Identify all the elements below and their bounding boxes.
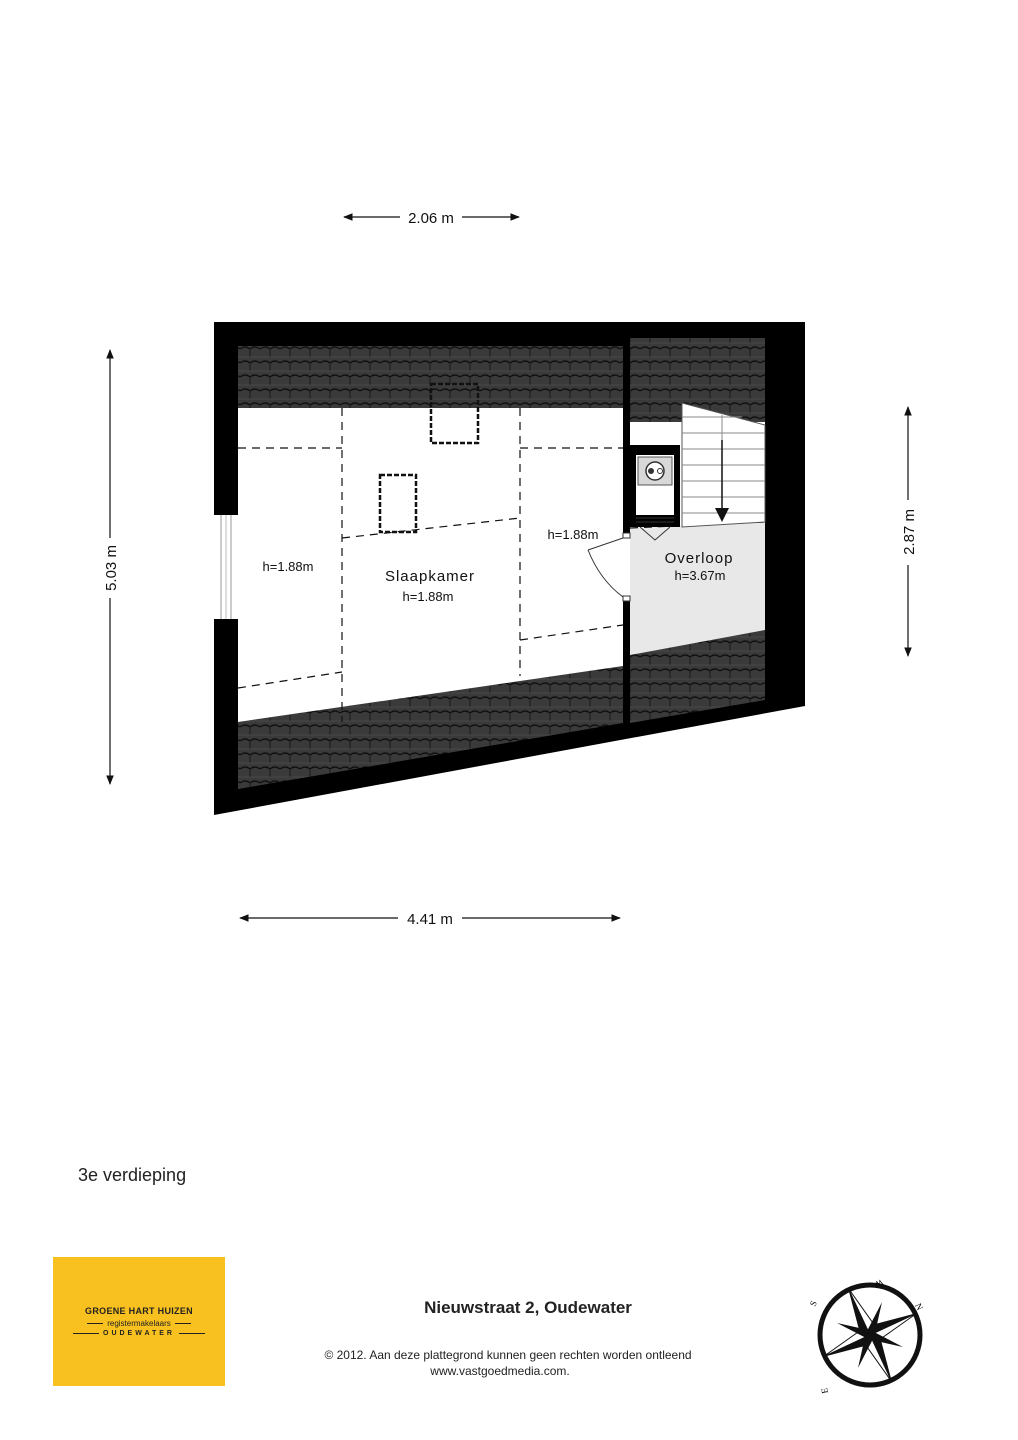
dim-top: 2.06 m bbox=[408, 210, 454, 227]
logo-line-3: OUDEWATER bbox=[69, 1330, 209, 1337]
compass-n: N bbox=[913, 1301, 925, 1312]
right-area-height: h=1.88m bbox=[547, 527, 599, 542]
slaapkamer-height: h=1.88m bbox=[402, 589, 454, 604]
floor-label: 3e verdieping bbox=[78, 1165, 187, 1185]
overloop-label: Overloop bbox=[664, 550, 734, 567]
dim-left: 5.03 m bbox=[103, 545, 120, 591]
property-address: Nieuwstraat 2, Oudewater bbox=[424, 1298, 632, 1317]
dividing-wall-lower bbox=[623, 600, 630, 723]
overloop-height: h=3.67m bbox=[674, 568, 726, 583]
compass-w: W bbox=[873, 1277, 885, 1290]
dim-right: 2.87 m bbox=[901, 509, 918, 555]
copyright-notice: © 2012. Aan deze plattegrond kunnen geen rechten worden ontleend bbox=[324, 1348, 692, 1362]
dim-bottom: 4.41 m bbox=[407, 911, 453, 928]
agency-logo bbox=[53, 1257, 225, 1386]
left-area-height: h=1.88m bbox=[262, 559, 314, 574]
dividing-wall bbox=[623, 322, 630, 534]
compass-e: E bbox=[819, 1387, 830, 1395]
compass-s: S bbox=[807, 1299, 819, 1308]
compass-rose-icon bbox=[800, 1265, 940, 1405]
website-link: www.vastgoedmedia.com. bbox=[430, 1364, 570, 1378]
logo-line-1: GROENE HART HUIZEN bbox=[85, 1306, 193, 1316]
logo-line-2: registermakelaars bbox=[83, 1319, 195, 1328]
staircase bbox=[682, 403, 765, 527]
slaapkamer-label: Slaapkamer bbox=[384, 568, 476, 585]
